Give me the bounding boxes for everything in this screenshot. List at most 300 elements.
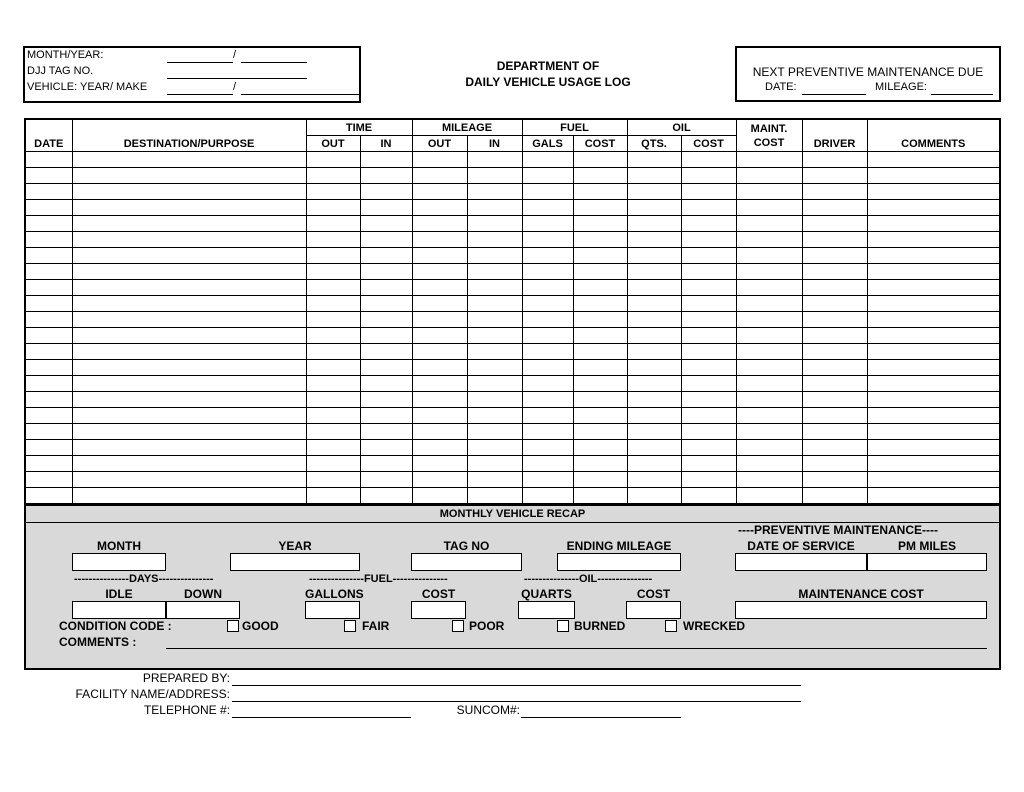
table-cell[interactable] [627, 392, 681, 408]
table-cell[interactable] [573, 424, 627, 440]
table-cell[interactable] [412, 248, 467, 264]
table-cell[interactable] [467, 472, 522, 488]
table-cell[interactable] [360, 344, 412, 360]
table-cell[interactable] [802, 392, 867, 408]
table-cell[interactable] [522, 408, 573, 424]
vehicle-year-field[interactable] [167, 94, 233, 95]
table-cell[interactable] [573, 392, 627, 408]
table-cell[interactable] [25, 328, 72, 344]
table-cell[interactable] [867, 216, 1000, 232]
table-cell[interactable] [412, 184, 467, 200]
table-cell[interactable] [467, 408, 522, 424]
table-cell[interactable] [736, 216, 802, 232]
table-cell[interactable] [573, 200, 627, 216]
table-cell[interactable] [412, 312, 467, 328]
table-cell[interactable] [736, 456, 802, 472]
table-cell[interactable] [627, 456, 681, 472]
table-cell[interactable] [867, 360, 1000, 376]
table-cell[interactable] [72, 184, 306, 200]
table-cell[interactable] [25, 248, 72, 264]
table-cell[interactable] [306, 248, 360, 264]
table-cell[interactable] [306, 264, 360, 280]
table-cell[interactable] [467, 248, 522, 264]
table-cell[interactable] [306, 216, 360, 232]
table-cell[interactable] [681, 328, 736, 344]
table-cell[interactable] [627, 312, 681, 328]
good-checkbox[interactable] [227, 620, 239, 632]
table-cell[interactable] [72, 296, 306, 312]
table-cell[interactable] [573, 488, 627, 505]
table-cell[interactable] [573, 248, 627, 264]
table-cell[interactable] [627, 184, 681, 200]
table-cell[interactable] [867, 152, 1000, 168]
table-cell[interactable] [72, 312, 306, 328]
table-cell[interactable] [867, 424, 1000, 440]
table-cell[interactable] [360, 376, 412, 392]
table-cell[interactable] [412, 376, 467, 392]
facility-field[interactable] [232, 701, 801, 702]
table-cell[interactable] [573, 280, 627, 296]
table-cell[interactable] [412, 456, 467, 472]
table-cell[interactable] [736, 344, 802, 360]
table-cell[interactable] [573, 232, 627, 248]
table-cell[interactable] [467, 488, 522, 505]
table-cell[interactable] [627, 152, 681, 168]
table-cell[interactable] [306, 328, 360, 344]
table-cell[interactable] [25, 184, 72, 200]
prepared-by-field[interactable] [232, 685, 801, 686]
table-cell[interactable] [867, 440, 1000, 456]
table-cell[interactable] [360, 408, 412, 424]
table-cell[interactable] [467, 456, 522, 472]
table-cell[interactable] [467, 328, 522, 344]
table-cell[interactable] [306, 152, 360, 168]
table-cell[interactable] [306, 472, 360, 488]
table-cell[interactable] [467, 392, 522, 408]
table-cell[interactable] [681, 168, 736, 184]
table-cell[interactable] [412, 152, 467, 168]
table-cell[interactable] [522, 312, 573, 328]
table-cell[interactable] [72, 232, 306, 248]
next-pm-date-field[interactable] [802, 94, 866, 95]
table-cell[interactable] [412, 488, 467, 505]
table-cell[interactable] [522, 184, 573, 200]
table-cell[interactable] [360, 328, 412, 344]
table-cell[interactable] [467, 280, 522, 296]
table-cell[interactable] [72, 328, 306, 344]
table-cell[interactable] [573, 440, 627, 456]
year-field[interactable] [241, 62, 307, 63]
table-cell[interactable] [72, 360, 306, 376]
wrecked-checkbox[interactable] [665, 620, 677, 632]
table-cell[interactable] [867, 184, 1000, 200]
table-cell[interactable] [802, 152, 867, 168]
table-cell[interactable] [867, 232, 1000, 248]
table-cell[interactable] [681, 344, 736, 360]
table-cell[interactable] [412, 200, 467, 216]
table-cell[interactable] [573, 184, 627, 200]
table-cell[interactable] [627, 296, 681, 312]
table-cell[interactable] [360, 456, 412, 472]
table-cell[interactable] [25, 376, 72, 392]
table-cell[interactable] [627, 216, 681, 232]
recap-gallons-field[interactable] [305, 601, 360, 619]
table-cell[interactable] [802, 296, 867, 312]
recap-year-field[interactable] [230, 553, 360, 571]
table-cell[interactable] [412, 360, 467, 376]
table-cell[interactable] [736, 200, 802, 216]
table-cell[interactable] [467, 424, 522, 440]
table-cell[interactable] [802, 232, 867, 248]
table-cell[interactable] [802, 264, 867, 280]
table-cell[interactable] [867, 488, 1000, 505]
table-cell[interactable] [360, 264, 412, 280]
table-cell[interactable] [736, 264, 802, 280]
table-cell[interactable] [802, 248, 867, 264]
table-cell[interactable] [412, 440, 467, 456]
table-cell[interactable] [681, 152, 736, 168]
table-cell[interactable] [467, 168, 522, 184]
table-cell[interactable] [306, 408, 360, 424]
table-cell[interactable] [72, 168, 306, 184]
table-cell[interactable] [736, 280, 802, 296]
table-cell[interactable] [802, 440, 867, 456]
recap-pm-miles-field[interactable] [867, 553, 987, 571]
table-cell[interactable] [25, 168, 72, 184]
table-cell[interactable] [360, 360, 412, 376]
table-cell[interactable] [522, 168, 573, 184]
table-cell[interactable] [573, 344, 627, 360]
table-cell[interactable] [627, 376, 681, 392]
table-cell[interactable] [573, 152, 627, 168]
table-cell[interactable] [306, 360, 360, 376]
table-cell[interactable] [627, 360, 681, 376]
table-cell[interactable] [25, 200, 72, 216]
table-cell[interactable] [25, 312, 72, 328]
table-cell[interactable] [522, 472, 573, 488]
table-cell[interactable] [573, 456, 627, 472]
table-cell[interactable] [306, 296, 360, 312]
table-cell[interactable] [412, 408, 467, 424]
table-cell[interactable] [867, 312, 1000, 328]
table-cell[interactable] [72, 456, 306, 472]
table-cell[interactable] [467, 232, 522, 248]
table-cell[interactable] [867, 376, 1000, 392]
table-cell[interactable] [736, 488, 802, 505]
table-cell[interactable] [306, 168, 360, 184]
recap-quarts-field[interactable] [518, 601, 575, 619]
table-cell[interactable] [522, 248, 573, 264]
table-cell[interactable] [306, 424, 360, 440]
table-cell[interactable] [573, 408, 627, 424]
table-cell[interactable] [802, 200, 867, 216]
table-cell[interactable] [306, 312, 360, 328]
table-cell[interactable] [736, 440, 802, 456]
table-cell[interactable] [627, 232, 681, 248]
table-cell[interactable] [522, 296, 573, 312]
table-cell[interactable] [412, 216, 467, 232]
table-cell[interactable] [306, 200, 360, 216]
table-cell[interactable] [360, 248, 412, 264]
table-cell[interactable] [802, 344, 867, 360]
table-cell[interactable] [360, 392, 412, 408]
recap-tag-field[interactable] [411, 553, 522, 571]
table-cell[interactable] [72, 424, 306, 440]
table-cell[interactable] [306, 344, 360, 360]
recap-comments-field[interactable] [166, 648, 987, 649]
table-cell[interactable] [25, 392, 72, 408]
table-cell[interactable] [25, 152, 72, 168]
table-cell[interactable] [802, 424, 867, 440]
recap-down-field[interactable] [166, 601, 240, 619]
telephone-field[interactable] [232, 717, 411, 718]
table-cell[interactable] [802, 328, 867, 344]
table-cell[interactable] [25, 344, 72, 360]
table-cell[interactable] [627, 168, 681, 184]
table-cell[interactable] [681, 376, 736, 392]
recap-fuel-cost-field[interactable] [411, 601, 466, 619]
recap-maintenance-cost-field[interactable] [735, 601, 987, 619]
table-cell[interactable] [306, 392, 360, 408]
table-cell[interactable] [867, 248, 1000, 264]
table-cell[interactable] [802, 216, 867, 232]
table-cell[interactable] [573, 328, 627, 344]
table-cell[interactable] [467, 312, 522, 328]
table-cell[interactable] [867, 392, 1000, 408]
table-cell[interactable] [306, 456, 360, 472]
suncom-field[interactable] [521, 717, 681, 718]
recap-date-of-service-field[interactable] [735, 553, 867, 571]
table-cell[interactable] [25, 424, 72, 440]
table-cell[interactable] [681, 360, 736, 376]
table-cell[interactable] [627, 344, 681, 360]
table-cell[interactable] [736, 296, 802, 312]
table-cell[interactable] [681, 472, 736, 488]
table-cell[interactable] [627, 280, 681, 296]
table-cell[interactable] [681, 312, 736, 328]
table-cell[interactable] [736, 392, 802, 408]
table-cell[interactable] [736, 184, 802, 200]
recap-ending-mileage-field[interactable] [557, 553, 681, 571]
table-cell[interactable] [522, 152, 573, 168]
table-cell[interactable] [306, 376, 360, 392]
table-cell[interactable] [25, 440, 72, 456]
table-cell[interactable] [867, 472, 1000, 488]
table-cell[interactable] [412, 392, 467, 408]
table-cell[interactable] [360, 232, 412, 248]
table-cell[interactable] [467, 360, 522, 376]
table-cell[interactable] [573, 360, 627, 376]
table-cell[interactable] [360, 488, 412, 505]
table-cell[interactable] [522, 200, 573, 216]
table-cell[interactable] [736, 424, 802, 440]
table-cell[interactable] [681, 440, 736, 456]
table-cell[interactable] [25, 488, 72, 505]
table-cell[interactable] [360, 184, 412, 200]
table-cell[interactable] [360, 168, 412, 184]
table-cell[interactable] [627, 472, 681, 488]
table-cell[interactable] [522, 232, 573, 248]
table-cell[interactable] [360, 280, 412, 296]
table-cell[interactable] [522, 264, 573, 280]
table-cell[interactable] [360, 200, 412, 216]
table-cell[interactable] [573, 376, 627, 392]
djj-tag-field[interactable] [167, 78, 307, 79]
table-cell[interactable] [360, 472, 412, 488]
table-cell[interactable] [522, 360, 573, 376]
table-cell[interactable] [467, 216, 522, 232]
table-cell[interactable] [306, 440, 360, 456]
table-cell[interactable] [522, 328, 573, 344]
table-cell[interactable] [467, 344, 522, 360]
table-cell[interactable] [867, 296, 1000, 312]
table-cell[interactable] [72, 488, 306, 505]
table-cell[interactable] [802, 488, 867, 505]
table-cell[interactable] [736, 376, 802, 392]
table-cell[interactable] [25, 280, 72, 296]
table-cell[interactable] [467, 200, 522, 216]
table-cell[interactable] [627, 328, 681, 344]
table-cell[interactable] [627, 424, 681, 440]
table-cell[interactable] [72, 152, 306, 168]
table-cell[interactable] [681, 216, 736, 232]
table-cell[interactable] [573, 216, 627, 232]
table-cell[interactable] [467, 376, 522, 392]
table-cell[interactable] [412, 232, 467, 248]
table-cell[interactable] [25, 360, 72, 376]
table-cell[interactable] [627, 200, 681, 216]
table-cell[interactable] [306, 184, 360, 200]
table-cell[interactable] [72, 376, 306, 392]
table-cell[interactable] [72, 200, 306, 216]
table-cell[interactable] [72, 280, 306, 296]
table-cell[interactable] [412, 328, 467, 344]
table-cell[interactable] [802, 360, 867, 376]
recap-idle-field[interactable] [72, 601, 166, 619]
table-cell[interactable] [736, 248, 802, 264]
table-cell[interactable] [802, 408, 867, 424]
table-cell[interactable] [573, 296, 627, 312]
table-cell[interactable] [306, 280, 360, 296]
table-cell[interactable] [360, 296, 412, 312]
table-cell[interactable] [681, 392, 736, 408]
table-cell[interactable] [736, 232, 802, 248]
table-cell[interactable] [360, 312, 412, 328]
table-cell[interactable] [72, 344, 306, 360]
table-cell[interactable] [736, 328, 802, 344]
table-cell[interactable] [412, 296, 467, 312]
table-cell[interactable] [412, 168, 467, 184]
table-cell[interactable] [681, 424, 736, 440]
table-cell[interactable] [681, 280, 736, 296]
table-cell[interactable] [681, 248, 736, 264]
table-cell[interactable] [736, 168, 802, 184]
table-cell[interactable] [467, 440, 522, 456]
table-cell[interactable] [736, 360, 802, 376]
table-cell[interactable] [867, 344, 1000, 360]
table-cell[interactable] [412, 280, 467, 296]
table-cell[interactable] [802, 280, 867, 296]
table-cell[interactable] [867, 200, 1000, 216]
table-cell[interactable] [802, 184, 867, 200]
table-cell[interactable] [627, 248, 681, 264]
table-cell[interactable] [25, 296, 72, 312]
table-cell[interactable] [802, 456, 867, 472]
table-cell[interactable] [412, 344, 467, 360]
table-cell[interactable] [72, 408, 306, 424]
table-cell[interactable] [867, 408, 1000, 424]
table-cell[interactable] [467, 296, 522, 312]
table-cell[interactable] [25, 264, 72, 280]
table-cell[interactable] [467, 264, 522, 280]
burned-checkbox[interactable] [557, 620, 569, 632]
table-cell[interactable] [25, 216, 72, 232]
month-field[interactable] [167, 62, 233, 63]
table-cell[interactable] [360, 152, 412, 168]
table-cell[interactable] [802, 376, 867, 392]
table-cell[interactable] [573, 472, 627, 488]
table-cell[interactable] [681, 408, 736, 424]
table-cell[interactable] [867, 328, 1000, 344]
table-cell[interactable] [306, 488, 360, 505]
table-cell[interactable] [72, 264, 306, 280]
table-cell[interactable] [736, 312, 802, 328]
table-cell[interactable] [681, 200, 736, 216]
table-cell[interactable] [802, 312, 867, 328]
table-cell[interactable] [522, 424, 573, 440]
table-cell[interactable] [681, 264, 736, 280]
poor-checkbox[interactable] [452, 620, 464, 632]
table-cell[interactable] [736, 472, 802, 488]
table-cell[interactable] [72, 472, 306, 488]
table-cell[interactable] [627, 488, 681, 505]
recap-month-field[interactable] [72, 553, 166, 571]
table-cell[interactable] [573, 168, 627, 184]
table-cell[interactable] [867, 264, 1000, 280]
table-cell[interactable] [522, 376, 573, 392]
table-cell[interactable] [867, 168, 1000, 184]
table-cell[interactable] [72, 248, 306, 264]
table-cell[interactable] [627, 408, 681, 424]
table-cell[interactable] [522, 280, 573, 296]
table-cell[interactable] [736, 152, 802, 168]
table-cell[interactable] [72, 216, 306, 232]
fair-checkbox[interactable] [344, 620, 356, 632]
table-cell[interactable] [627, 264, 681, 280]
table-cell[interactable] [681, 296, 736, 312]
table-cell[interactable] [522, 344, 573, 360]
table-cell[interactable] [681, 232, 736, 248]
table-cell[interactable] [360, 440, 412, 456]
next-pm-mileage-field[interactable] [931, 94, 993, 95]
table-cell[interactable] [522, 456, 573, 472]
table-cell[interactable] [681, 488, 736, 505]
table-cell[interactable] [867, 456, 1000, 472]
table-cell[interactable] [25, 232, 72, 248]
table-cell[interactable] [522, 392, 573, 408]
table-cell[interactable] [306, 232, 360, 248]
table-cell[interactable] [25, 456, 72, 472]
table-cell[interactable] [573, 312, 627, 328]
table-cell[interactable] [522, 488, 573, 505]
table-cell[interactable] [573, 264, 627, 280]
table-cell[interactable] [467, 152, 522, 168]
table-cell[interactable] [25, 472, 72, 488]
table-cell[interactable] [25, 408, 72, 424]
table-cell[interactable] [72, 440, 306, 456]
table-cell[interactable] [522, 216, 573, 232]
table-cell[interactable] [867, 280, 1000, 296]
